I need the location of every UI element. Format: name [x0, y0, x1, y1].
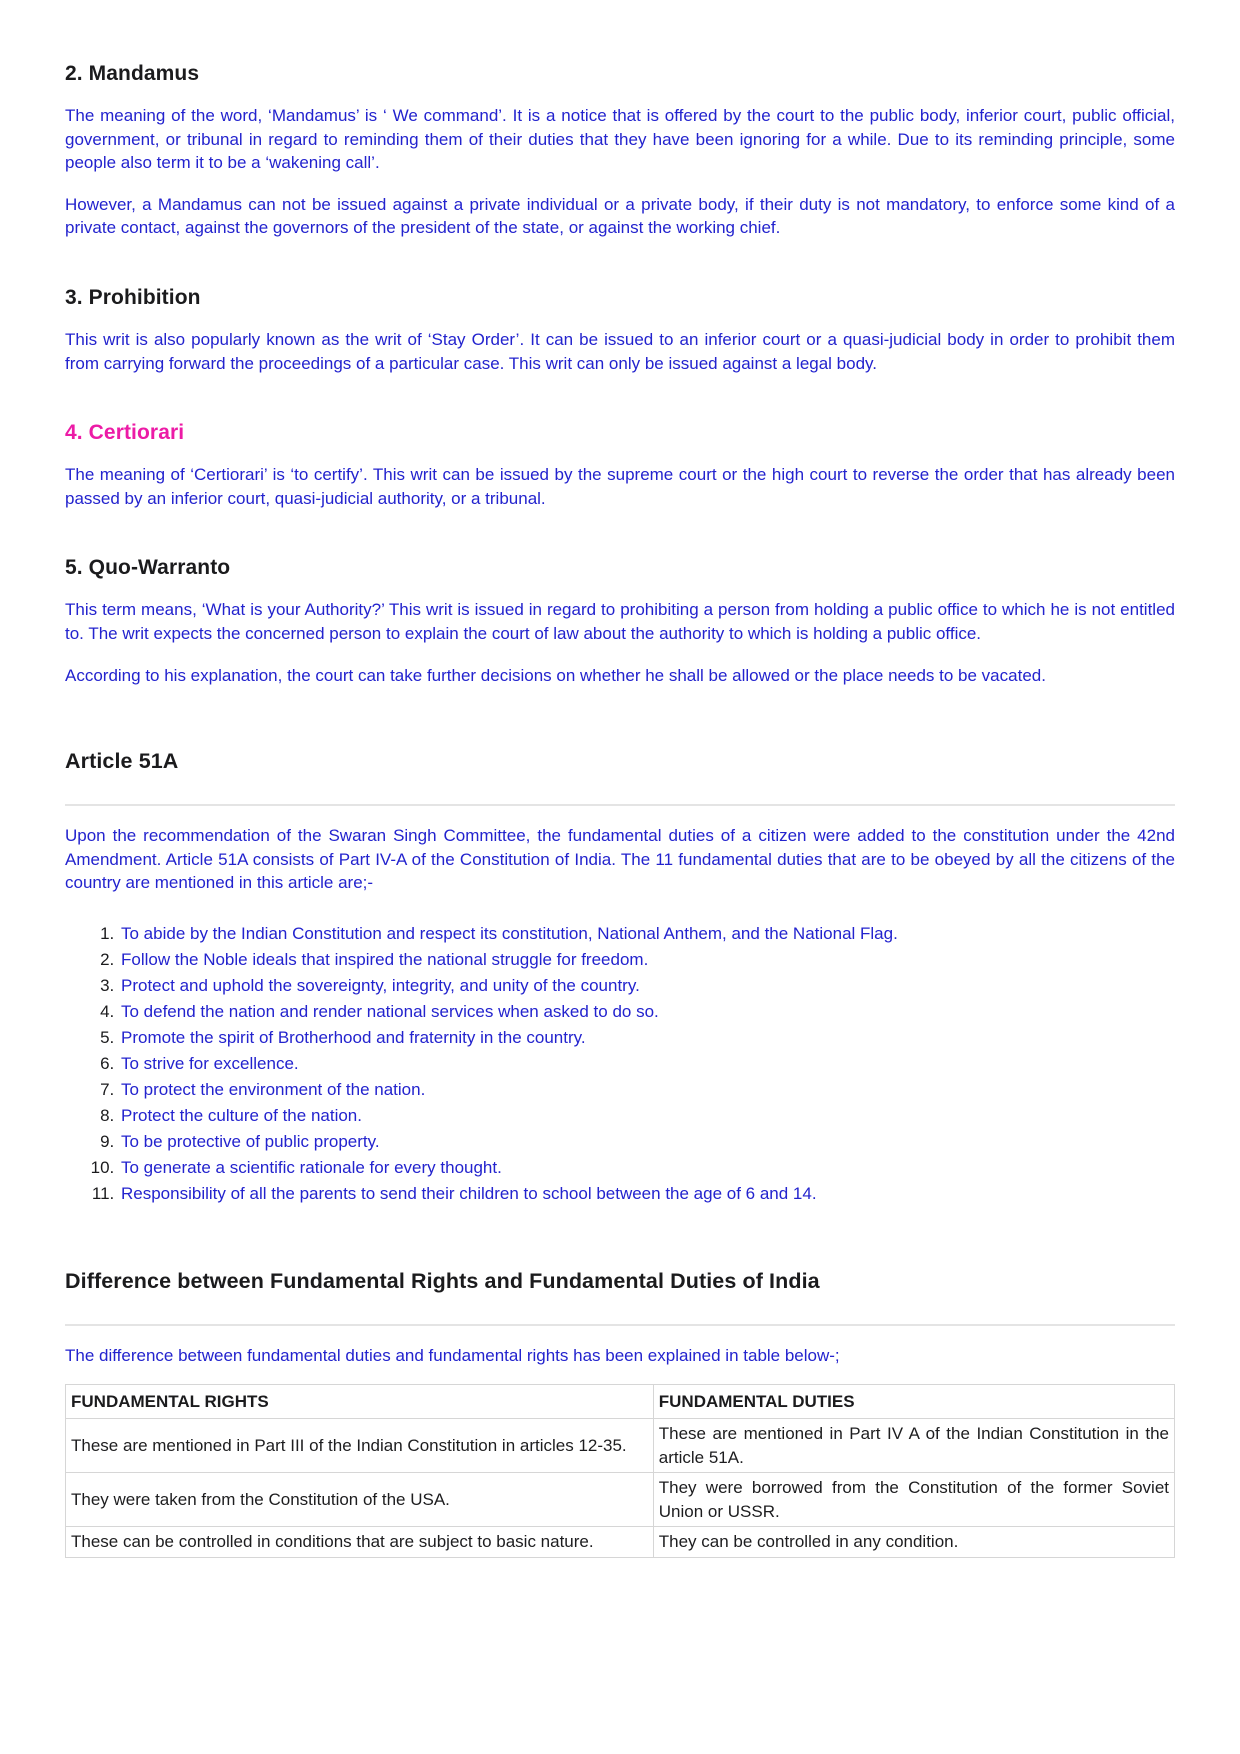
duty-item-text: To strive for excellence. — [121, 1053, 299, 1073]
table-header-rights: FUNDAMENTAL RIGHTS — [66, 1384, 654, 1419]
duty-item — [119, 1181, 1175, 1207]
mandamus-heading: 2. Mandamus — [65, 62, 200, 85]
table-row — [66, 1419, 1175, 1473]
article-51a-heading: Article 51A — [65, 749, 179, 774]
duty-item — [119, 1077, 1175, 1103]
section-divider — [65, 804, 1175, 806]
certiorari-paragraph: The meaning of ‘Certiorari’ is ‘to certify’. This writ can be issued by the supreme court or the high court to reverse the order that has already been passed by an inferior court, quasi-judicial authority, or a tribunal. — [65, 465, 1175, 508]
mandamus-paragraph-1: The meaning of the word, ‘Mandamus’ is ‘ We command’. It is a notice that is offered by the court to the public body, inferior court, public official, government, or tribunal in regard to reminding them of their duties that they have been ignoring for a while. Due to its reminding principle, some people also term it to be a ‘wakening call’. — [65, 106, 1175, 173]
duty-item-text: To be protective of public property. — [121, 1131, 380, 1151]
table-row — [66, 1473, 1175, 1527]
table-cell: They can be controlled in any condition. — [653, 1527, 1174, 1558]
prohibition-heading: 3. Prohibition — [65, 285, 201, 309]
duty-item-text: Promote the spirit of Brotherhood and fraternity in the country. — [121, 1027, 586, 1047]
section-difference — [65, 1269, 1175, 1558]
difference-heading: Difference between Fundamental Rights and Fundamental Duties of India — [65, 1268, 820, 1293]
section-quo-warranto — [65, 556, 1175, 687]
duty-item — [119, 1103, 1175, 1129]
quo-warranto-heading: 5. Quo-Warranto — [65, 556, 231, 580]
prohibition-paragraph: This writ is also popularly known as the writ of ‘Stay Order’. It can be issued to an inferior court or a quasi-judicial body in order to prohibit them from carrying forward the proceedings of a particular case. This writ can only be issued against a legal body. — [65, 329, 1175, 373]
rights-vs-duties-table — [65, 1384, 1175, 1559]
section-divider — [65, 1324, 1175, 1326]
table-header-row — [66, 1384, 1175, 1419]
quo-warranto-paragraph-2: According to his explanation, the court can take further decisions on whether he shall be allowed or the place needs to be vacated. — [65, 665, 1046, 685]
section-prohibition — [65, 286, 1175, 375]
duty-item — [119, 1025, 1175, 1051]
duty-item — [119, 921, 1175, 947]
duty-item — [119, 1051, 1175, 1077]
duty-item-text: To protect the environment of the nation. — [121, 1079, 426, 1099]
table-cell: These can be controlled in conditions that are subject to basic nature. — [66, 1527, 654, 1558]
section-article-51a — [65, 749, 1175, 1207]
duty-item-text: To defend the nation and render national services when asked to do so. — [121, 1001, 659, 1021]
table-cell: These are mentioned in Part III of the Indian Constitution in articles 12-35. — [66, 1419, 654, 1473]
table-cell: They were borrowed from the Constitution of the former Soviet Union or USSR. — [653, 1473, 1174, 1527]
table-row — [66, 1527, 1175, 1558]
table-header-duties: FUNDAMENTAL DUTIES — [653, 1384, 1174, 1419]
certiorari-heading: 4. Certiorari — [65, 421, 185, 445]
duty-item — [119, 947, 1175, 973]
section-certiorari — [65, 421, 1175, 510]
duty-item-text: Protect the culture of the nation. — [121, 1105, 362, 1125]
table-cell: These are mentioned in Part IV A of the Indian Constitution in the article 51A. — [653, 1419, 1174, 1473]
duty-item-text: Follow the Noble ideals that inspired the national struggle for freedom. — [121, 949, 649, 969]
quo-warranto-paragraph-1: This term means, ‘What is your Authority?’ This writ is issued in regard to prohibiting a person from holding a public office to which he is not entitled to. The writ expects the concerned person to explain the court of law about the authority to which is holding a public office. — [65, 600, 1175, 643]
duty-item — [119, 999, 1175, 1025]
article-51a-intro: Upon the recommendation of the Swaran Singh Committee, the fundamental duties of a citizen were added to the constitution under the 42nd Amendment. Article 51A consists of Part IV-A of the Constitution of India. The 11 fundamental duties that are to be obeyed by all the citizens of the country are mentioned in this article are;- — [65, 826, 1175, 893]
duty-item — [119, 1155, 1175, 1181]
table-cell: They were taken from the Constitution of the USA. — [66, 1473, 654, 1527]
fundamental-duties-list — [65, 921, 1175, 1207]
duty-item-text: To generate a scientific rationale for every thought. — [121, 1157, 502, 1177]
section-mandamus — [65, 62, 1175, 240]
difference-intro: The difference between fundamental duties and fundamental rights has been explained in table below-; — [65, 1345, 840, 1365]
duty-item-text: Protect and uphold the sovereignty, integrity, and unity of the country. — [121, 975, 640, 995]
duty-item-text: To abide by the Indian Constitution and respect its constitution, National Anthem, and the National Flag. — [121, 923, 898, 943]
duty-item — [119, 1129, 1175, 1155]
duty-item-text: Responsibility of all the parents to send their children to school between the age of 6 and 14. — [121, 1183, 817, 1203]
mandamus-paragraph-2: However, a Mandamus can not be issued against a private individual or a private body, if their duty is not mandatory, to enforce some kind of a private contact, against the governors of the president of the state, or against the working chief. — [65, 194, 1175, 238]
duty-item — [119, 973, 1175, 999]
